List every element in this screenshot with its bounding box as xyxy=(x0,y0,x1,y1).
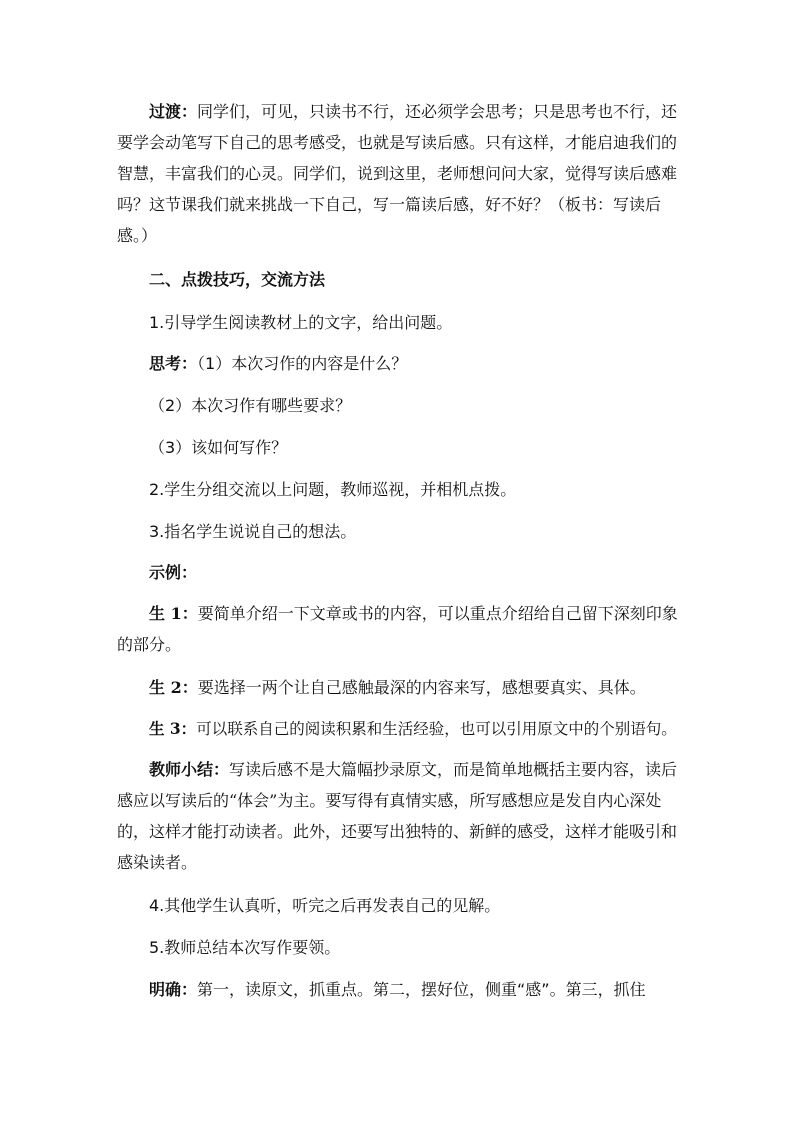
teacher-summary xyxy=(117,754,679,878)
clarify-label: 明确： xyxy=(149,980,198,999)
student-2-answer xyxy=(149,676,646,700)
example-label: 示例： xyxy=(149,563,198,582)
transition-paragraph xyxy=(117,96,679,251)
think-question-1 xyxy=(149,352,407,376)
step-5: 5.教师总结本次写作要领。 xyxy=(149,938,341,957)
student-1-answer xyxy=(117,598,679,660)
step-3: 3.指名学生说说自己的想法。 xyxy=(149,522,357,541)
think-q1: （1）本次习作的内容是什么？ xyxy=(197,354,408,373)
think-label: 思考： xyxy=(149,354,198,373)
section-heading: 二、点拨技巧，交流方法 xyxy=(149,270,326,289)
transition-label: 过渡： xyxy=(149,102,198,121)
step-2: 2.学生分组交流以上问题，教师巡视，并相机点拨。 xyxy=(149,480,517,499)
student-1-text: 要简单介绍一下文章或书的内容，可以重点介绍给自己留下深刻印象的部分。 xyxy=(117,604,678,654)
clarify-paragraph xyxy=(149,978,646,1002)
think-question-2: （2）本次习作有哪些要求？ xyxy=(149,396,352,415)
student-3-answer xyxy=(149,717,677,741)
step-4: 4.其他学生认真听，听完之后再发表自己的见解。 xyxy=(149,896,501,915)
teacher-summary-label: 教师小结： xyxy=(149,760,230,779)
clarify-text: 第一，读原文，抓重点。第二，摆好位，侧重“感”。第三，抓住 xyxy=(197,980,646,999)
student-1-label: 生 1： xyxy=(149,604,198,623)
student-3-label: 生 3： xyxy=(149,719,197,738)
student-2-text: 要选择一两个让自己感触最深的内容来写，感想要真实、具体。 xyxy=(197,678,646,697)
teacher-summary-text: 写读后感不是大篇幅抄录原文，而是简单地概括主要内容，读后感应以写读后的“体会”为主。要写得有真情实感，所写感想应是发自内心深处的，这样才能打动读者。此外，还要写出独特的、新鲜的感受，这样才能吸引和感染读者。 xyxy=(117,760,678,872)
transition-text: 同学们，可见，只读书不行，还必须学会思考；只是思考也不行，还要学会动笔写下自己的思考感受，也就是写读后感。只有这样，才能启迪我们的智慧，丰富我们的心灵。同学们，说到这里，老师想问问大家，觉得写读后感难吗？这节课我们就来挑战一下自己，写一篇读后感，好不好？（板书：写读后感。） xyxy=(117,102,678,245)
think-question-3: （3）该如何写作？ xyxy=(149,438,288,457)
student-2-label: 生 2： xyxy=(149,678,198,697)
step-1: 1.引导学生阅读教材上的文字，给出问题。 xyxy=(149,313,453,332)
student-3-text: 可以联系自己的阅读积累和生活经验，也可以引用原文中的个别语句。 xyxy=(196,720,677,738)
